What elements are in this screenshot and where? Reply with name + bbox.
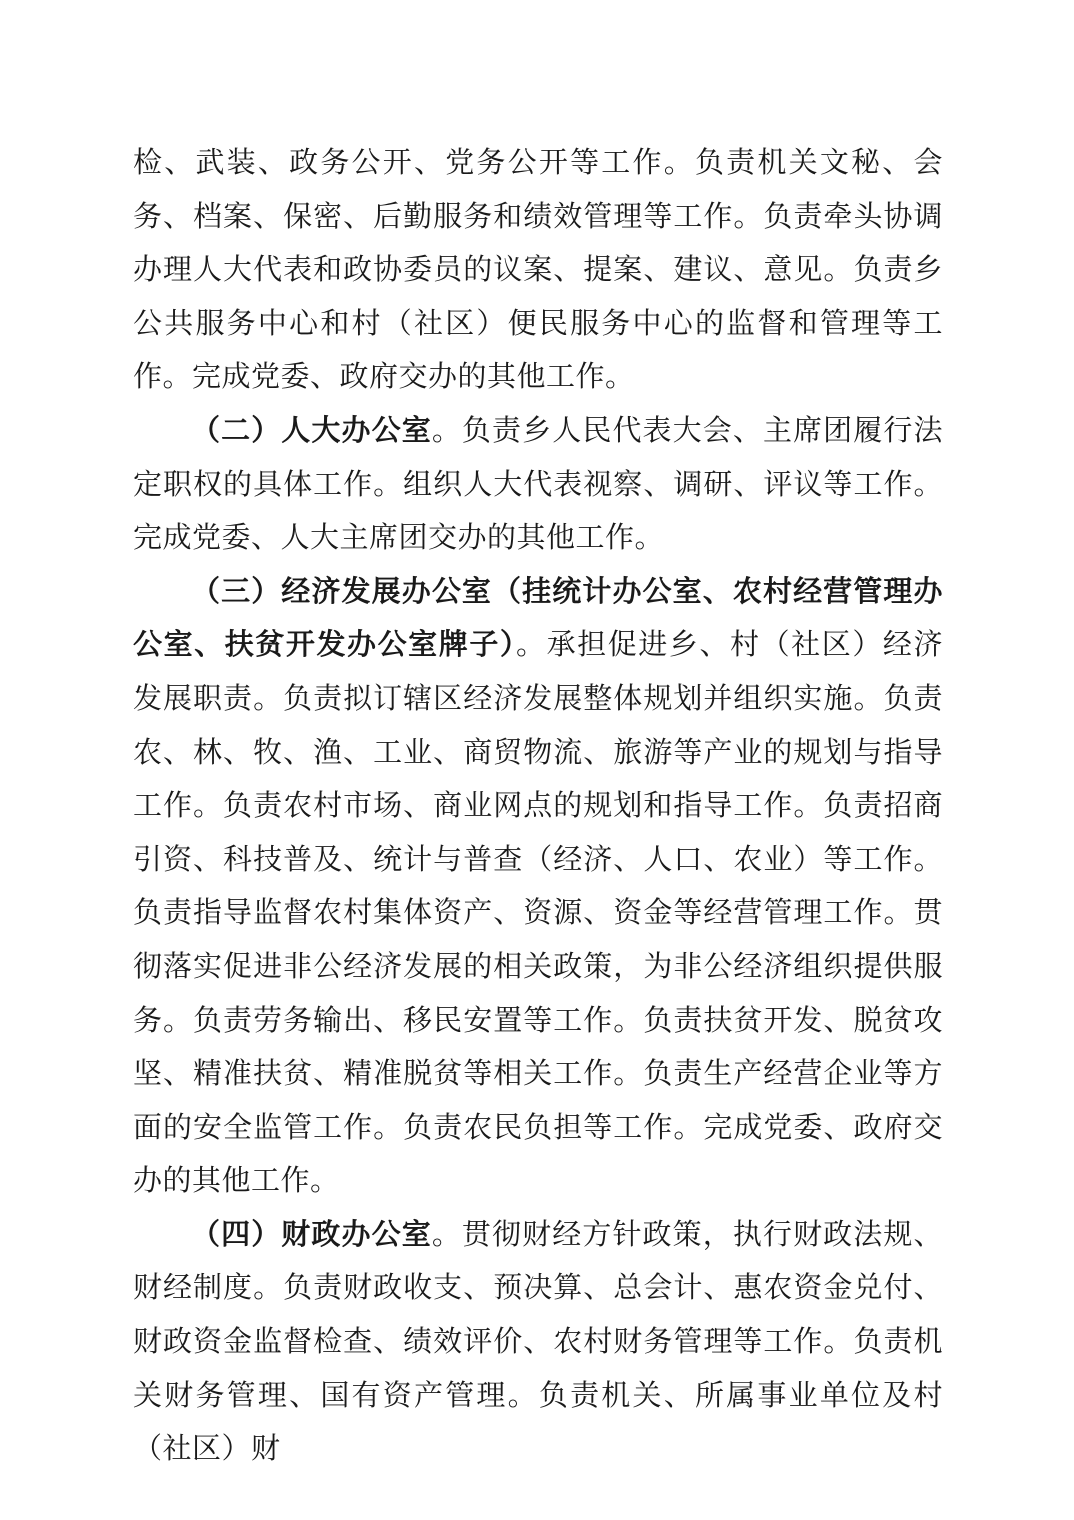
- paragraph-finance-office: [133, 1208, 943, 1476]
- paragraph-continued: [133, 136, 943, 404]
- paragraph-text: 。承担促进乡、村（社区）经济发展职责。负责拟订辖区经济发展整体规划并组织实施。负责农、林、牧、渔、工业、商贸物流、旅游等产业的规划与指导工作。负责农村市场、商业网点的规划和指导工作。负责招商引资、科技普及、统计与普查（经济、人口、农业）等工作。负责指导监督农村集体资产、资源、资金等经营管理工作。贯彻落实促进非公经济发展的相关政策，为非公经济组织提供服务。负责劳务输出、移民安置等工作。负责扶贫开发、脱贫攻坚、精准扶贫、精准脱贫等相关工作。负责生产经营企业等方面的安全监管工作。负责农民负担等工作。完成党委、政府交办的其他工作。: [133, 627, 943, 1198]
- paragraph-economic-office: [133, 565, 943, 1208]
- paragraph-npc-office: [133, 404, 943, 565]
- paragraph-text: 。贯彻财经方针政策，执行财政法规、财经制度。负责财政收支、预决算、总会计、惠农资金兑付、财政资金监督检查、绩效评价、农村财务管理等工作。负责机关财务管理、国有资产管理。负责机关、所属事业单位及村（社区）财: [133, 1216, 943, 1466]
- section-heading-economic-office: （三）经济发展办公室（挂统计办公室、农村经营管理办公室、扶贫开发办公室牌子）: [133, 573, 943, 662]
- paragraph-text: 。负责乡人民代表大会、主席团履行法定职权的具体工作。组织人大代表视察、调研、评议等工作。完成党委、人大主席团交办的其他工作。: [133, 412, 943, 555]
- section-heading-finance-office: （四）财政办公室: [191, 1216, 432, 1251]
- paragraph-text: 检、武装、政务公开、党务公开等工作。负责机关文秘、会务、档案、保密、后勤服务和绩效管理等工作。负责牵头协调办理人大代表和政协委员的议案、提案、建议、意见。负责乡公共服务中心和村（社区）便民服务中心的监督和管理等工作。完成党委、政府交办的其他工作。: [133, 145, 943, 394]
- section-heading-npc-office: （二）人大办公室: [191, 412, 432, 447]
- document-body: [133, 136, 943, 1476]
